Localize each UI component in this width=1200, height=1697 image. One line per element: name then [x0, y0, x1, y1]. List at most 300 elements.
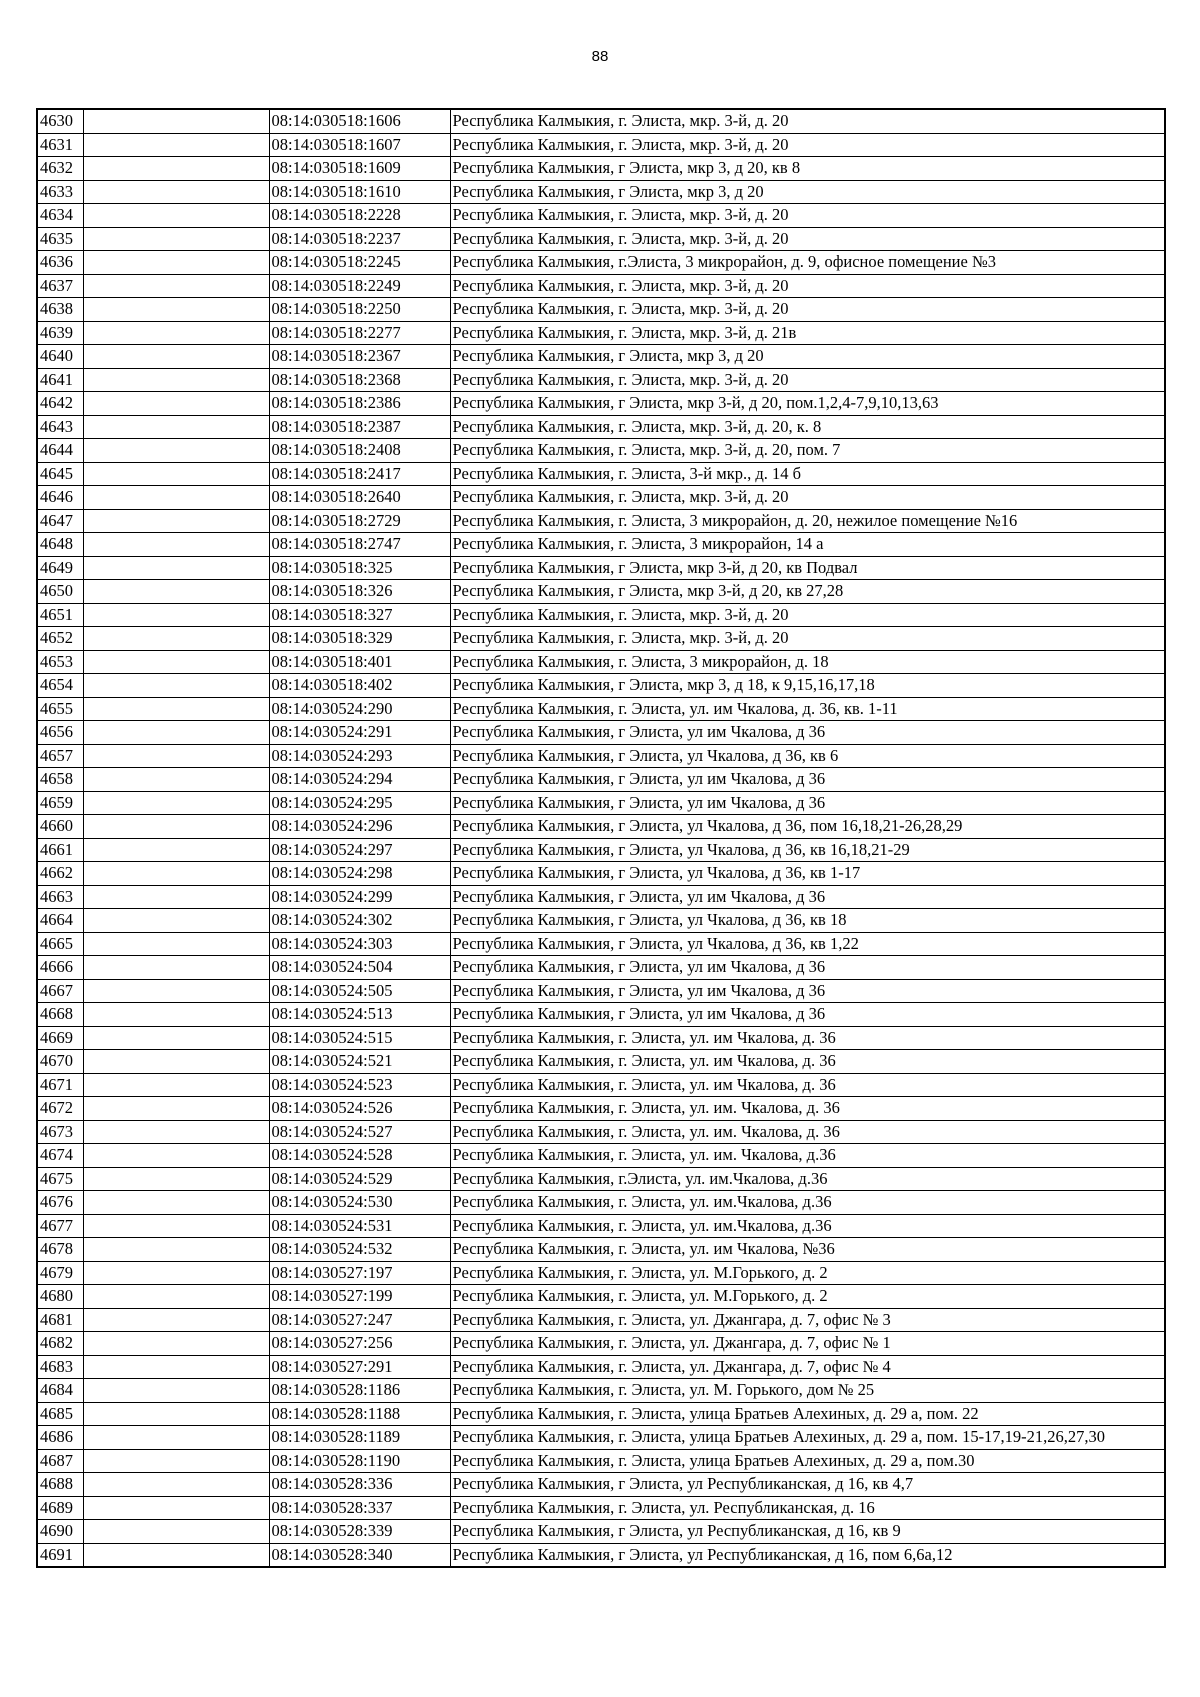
- empty-cell: [83, 533, 269, 557]
- cadastral-number-cell: 08:14:030518:2249: [269, 274, 450, 298]
- address-cell: Республика Калмыкия, г. Элиста, 3-й мкр., д. 14 б: [450, 462, 1165, 486]
- address-cell: Республика Калмыкия, г. Элиста, ул. им Чкалова, д. 36: [450, 1050, 1165, 1074]
- cadastral-number-cell: 08:14:030518:401: [269, 650, 450, 674]
- cadastral-number-cell: 08:14:030527:199: [269, 1285, 450, 1309]
- cadastral-number-cell: 08:14:030524:291: [269, 721, 450, 745]
- cadastral-number-cell: 08:14:030518:326: [269, 580, 450, 604]
- empty-cell: [83, 768, 269, 792]
- address-cell: Республика Калмыкия, г. Элиста, мкр. 3-й, д. 20: [450, 627, 1165, 651]
- row-number-cell: 4690: [37, 1520, 83, 1544]
- table-row: [37, 697, 1165, 721]
- empty-cell: [83, 815, 269, 839]
- row-number-cell: 4687: [37, 1449, 83, 1473]
- table-row: [37, 580, 1165, 604]
- table-row: [37, 392, 1165, 416]
- empty-cell: [83, 627, 269, 651]
- address-cell: Республика Калмыкия, г. Элиста, мкр. 3-й, д. 20: [450, 274, 1165, 298]
- address-cell: Республика Калмыкия, г Элиста, мкр 3-й, д 20, пом.1,2,4-7,9,10,13,63: [450, 392, 1165, 416]
- empty-cell: [83, 1285, 269, 1309]
- empty-cell: [83, 1214, 269, 1238]
- address-cell: Республика Калмыкия, г. Элиста, мкр. 3-й, д. 20: [450, 133, 1165, 157]
- empty-cell: [83, 1496, 269, 1520]
- empty-cell: [83, 885, 269, 909]
- address-cell: Республика Калмыкия, г Элиста, мкр 3, д 20: [450, 180, 1165, 204]
- row-number-cell: 4631: [37, 133, 83, 157]
- row-number-cell: 4632: [37, 157, 83, 181]
- cadastral-number-cell: 08:14:030524:302: [269, 909, 450, 933]
- cadastral-number-cell: 08:14:030518:1607: [269, 133, 450, 157]
- address-cell: Республика Калмыкия, г Элиста, ул им Чкалова, д 36: [450, 885, 1165, 909]
- empty-cell: [83, 1520, 269, 1544]
- table-row: [37, 109, 1165, 133]
- row-number-cell: 4680: [37, 1285, 83, 1309]
- address-cell: Республика Калмыкия, г. Элиста, ул. М.Горького, д. 2: [450, 1285, 1165, 1309]
- address-cell: Республика Калмыкия, г Элиста, ул Чкалова, д 36, кв 6: [450, 744, 1165, 768]
- row-number-cell: 4654: [37, 674, 83, 698]
- cadastral-number-cell: 08:14:030518:2245: [269, 251, 450, 275]
- address-cell: Республика Калмыкия, г. Элиста, мкр. 3-й, д. 20: [450, 486, 1165, 510]
- row-number-cell: 4642: [37, 392, 83, 416]
- table-row: [37, 415, 1165, 439]
- table-row: [37, 1426, 1165, 1450]
- address-cell: Республика Калмыкия, г. Элиста, улица Братьев Алехиных, д. 29 а, пом.30: [450, 1449, 1165, 1473]
- row-number-cell: 4662: [37, 862, 83, 886]
- table-row: [37, 1191, 1165, 1215]
- address-cell: Республика Калмыкия, г. Элиста, ул. им Чкалова, №36: [450, 1238, 1165, 1262]
- row-number-cell: 4683: [37, 1355, 83, 1379]
- address-cell: Республика Калмыкия, г. Элиста, ул. им.Чкалова, д.36: [450, 1191, 1165, 1215]
- cadastral-number-cell: 08:14:030518:327: [269, 603, 450, 627]
- table-row: [37, 1120, 1165, 1144]
- cadastral-number-cell: 08:14:030524:513: [269, 1003, 450, 1027]
- row-number-cell: 4633: [37, 180, 83, 204]
- table-row: [37, 1214, 1165, 1238]
- address-cell: Республика Калмыкия, г. Элиста, мкр. 3-й, д. 20: [450, 109, 1165, 133]
- cadastral-number-cell: 08:14:030524:527: [269, 1120, 450, 1144]
- address-cell: Республика Калмыкия, г. Элиста, мкр. 3-й, д. 20: [450, 368, 1165, 392]
- row-number-cell: 4664: [37, 909, 83, 933]
- row-number-cell: 4644: [37, 439, 83, 463]
- table-row: [37, 1144, 1165, 1168]
- cadastral-number-cell: 08:14:030524:297: [269, 838, 450, 862]
- registry-table-body: [37, 109, 1165, 1567]
- empty-cell: [83, 462, 269, 486]
- table-row: [37, 1543, 1165, 1567]
- table-row: [37, 368, 1165, 392]
- table-row: [37, 1026, 1165, 1050]
- row-number-cell: 4666: [37, 956, 83, 980]
- table-row: [37, 274, 1165, 298]
- table-row: [37, 721, 1165, 745]
- row-number-cell: 4646: [37, 486, 83, 510]
- table-row: [37, 251, 1165, 275]
- empty-cell: [83, 1426, 269, 1450]
- empty-cell: [83, 791, 269, 815]
- cadastral-number-cell: 08:14:030528:336: [269, 1473, 450, 1497]
- address-cell: Республика Калмыкия, г Элиста, ул Чкалова, д 36, пом 16,18,21-26,28,29: [450, 815, 1165, 839]
- table-row: [37, 1003, 1165, 1027]
- cadastral-number-cell: 08:14:030518:2228: [269, 204, 450, 228]
- empty-cell: [83, 415, 269, 439]
- cadastral-number-cell: 08:14:030518:1609: [269, 157, 450, 181]
- empty-cell: [83, 979, 269, 1003]
- table-row: [37, 674, 1165, 698]
- empty-cell: [83, 744, 269, 768]
- table-row: [37, 1473, 1165, 1497]
- address-cell: Республика Калмыкия, г.Элиста, ул. им.Чкалова, д.36: [450, 1167, 1165, 1191]
- row-number-cell: 4647: [37, 509, 83, 533]
- table-row: [37, 133, 1165, 157]
- cadastral-number-cell: 08:14:030518:329: [269, 627, 450, 651]
- cadastral-number-cell: 08:14:030524:523: [269, 1073, 450, 1097]
- cadastral-number-cell: 08:14:030527:197: [269, 1261, 450, 1285]
- table-row: [37, 838, 1165, 862]
- empty-cell: [83, 1379, 269, 1403]
- row-number-cell: 4665: [37, 932, 83, 956]
- row-number-cell: 4630: [37, 109, 83, 133]
- cadastral-number-cell: 08:14:030527:256: [269, 1332, 450, 1356]
- address-cell: Республика Калмыкия, г. Элиста, ул. М. Горького, дом № 25: [450, 1379, 1165, 1403]
- empty-cell: [83, 862, 269, 886]
- table-row: [37, 815, 1165, 839]
- table-row: [37, 204, 1165, 228]
- address-cell: Республика Калмыкия, г Элиста, ул им Чкалова, д 36: [450, 721, 1165, 745]
- address-cell: Республика Калмыкия, г Элиста, ул Республиканская, д 16, пом 6,6а,12: [450, 1543, 1165, 1567]
- address-cell: Республика Калмыкия, г Элиста, мкр 3-й, д 20, кв Подвал: [450, 556, 1165, 580]
- address-cell: Республика Калмыкия, г. Элиста, 3 микрорайон, 14 а: [450, 533, 1165, 557]
- table-row: [37, 932, 1165, 956]
- address-cell: Республика Калмыкия, г Элиста, ул Чкалова, д 36, кв 1-17: [450, 862, 1165, 886]
- table-row: [37, 227, 1165, 251]
- table-row: [37, 462, 1165, 486]
- empty-cell: [83, 1144, 269, 1168]
- table-row: [37, 909, 1165, 933]
- cadastral-number-cell: 08:14:030524:530: [269, 1191, 450, 1215]
- table-row: [37, 603, 1165, 627]
- row-number-cell: 4677: [37, 1214, 83, 1238]
- address-cell: Республика Калмыкия, г. Элиста, 3 микрорайон, д. 20, нежилое помещение №16: [450, 509, 1165, 533]
- table-row: [37, 1520, 1165, 1544]
- row-number-cell: 4634: [37, 204, 83, 228]
- empty-cell: [83, 509, 269, 533]
- address-cell: Республика Калмыкия, г. Элиста, мкр. 3-й, д. 20: [450, 603, 1165, 627]
- cadastral-number-cell: 08:14:030524:294: [269, 768, 450, 792]
- empty-cell: [83, 1167, 269, 1191]
- cadastral-number-cell: 08:14:030518:2386: [269, 392, 450, 416]
- address-cell: Республика Калмыкия, г. Элиста, улица Братьев Алехиных, д. 29 а, пом. 15-17,19-21,26,27,30: [450, 1426, 1165, 1450]
- table-row: [37, 885, 1165, 909]
- row-number-cell: 4672: [37, 1097, 83, 1121]
- row-number-cell: 4684: [37, 1379, 83, 1403]
- table-row: [37, 345, 1165, 369]
- address-cell: Республика Калмыкия, г Элиста, ул Республиканская, д 16, кв 4,7: [450, 1473, 1165, 1497]
- cadastral-number-cell: 08:14:030518:2747: [269, 533, 450, 557]
- address-cell: Республика Калмыкия, г Элиста, мкр 3, д 20: [450, 345, 1165, 369]
- empty-cell: [83, 1473, 269, 1497]
- empty-cell: [83, 956, 269, 980]
- row-number-cell: 4649: [37, 556, 83, 580]
- row-number-cell: 4686: [37, 1426, 83, 1450]
- table-row: [37, 1332, 1165, 1356]
- cadastral-number-cell: 08:14:030518:2250: [269, 298, 450, 322]
- empty-cell: [83, 1449, 269, 1473]
- cadastral-number-cell: 08:14:030524:293: [269, 744, 450, 768]
- cadastral-number-cell: 08:14:030524:303: [269, 932, 450, 956]
- table-row: [37, 1449, 1165, 1473]
- empty-cell: [83, 486, 269, 510]
- address-cell: Республика Калмыкия, г. Элиста, мкр. 3-й, д. 20: [450, 204, 1165, 228]
- empty-cell: [83, 650, 269, 674]
- address-cell: Республика Калмыкия, г Элиста, ул Республиканская, д 16, кв 9: [450, 1520, 1165, 1544]
- empty-cell: [83, 603, 269, 627]
- empty-cell: [83, 1120, 269, 1144]
- cadastral-number-cell: 08:14:030528:1190: [269, 1449, 450, 1473]
- address-cell: Республика Калмыкия, г. Элиста, ул. им. Чкалова, д. 36: [450, 1097, 1165, 1121]
- empty-cell: [83, 1003, 269, 1027]
- row-number-cell: 4653: [37, 650, 83, 674]
- empty-cell: [83, 157, 269, 181]
- address-cell: Республика Калмыкия, г. Элиста, ул. им. Чкалова, д.36: [450, 1144, 1165, 1168]
- address-cell: Республика Калмыкия, г. Элиста, мкр. 3-й, д. 20, пом. 7: [450, 439, 1165, 463]
- cadastral-number-cell: 08:14:030528:340: [269, 1543, 450, 1567]
- row-number-cell: 4643: [37, 415, 83, 439]
- cadastral-number-cell: 08:14:030518:2368: [269, 368, 450, 392]
- address-cell: Республика Калмыкия, г. Элиста, ул. Джангара, д. 7, офис № 3: [450, 1308, 1165, 1332]
- empty-cell: [83, 345, 269, 369]
- table-row: [37, 650, 1165, 674]
- row-number-cell: 4681: [37, 1308, 83, 1332]
- empty-cell: [83, 1026, 269, 1050]
- table-row: [37, 556, 1165, 580]
- row-number-cell: 4671: [37, 1073, 83, 1097]
- cadastral-number-cell: 08:14:030518:2277: [269, 321, 450, 345]
- cadastral-number-cell: 08:14:030528:1189: [269, 1426, 450, 1450]
- cadastral-number-cell: 08:14:030518:402: [269, 674, 450, 698]
- cadastral-number-cell: 08:14:030524:295: [269, 791, 450, 815]
- row-number-cell: 4645: [37, 462, 83, 486]
- row-number-cell: 4689: [37, 1496, 83, 1520]
- address-cell: Республика Калмыкия, г. Элиста, ул. им Чкалова, д. 36: [450, 1073, 1165, 1097]
- empty-cell: [83, 392, 269, 416]
- table-row: [37, 1402, 1165, 1426]
- address-cell: Республика Калмыкия, г Элиста, ул им Чкалова, д 36: [450, 979, 1165, 1003]
- address-cell: Республика Калмыкия, г. Элиста, мкр. 3-й, д. 20, к. 8: [450, 415, 1165, 439]
- cadastral-number-cell: 08:14:030524:505: [269, 979, 450, 1003]
- row-number-cell: 4635: [37, 227, 83, 251]
- table-row: [37, 744, 1165, 768]
- empty-cell: [83, 298, 269, 322]
- empty-cell: [83, 227, 269, 251]
- cadastral-number-cell: 08:14:030518:1610: [269, 180, 450, 204]
- cadastral-number-cell: 08:14:030524:515: [269, 1026, 450, 1050]
- address-cell: Республика Калмыкия, г. Элиста, ул. им.Чкалова, д.36: [450, 1214, 1165, 1238]
- address-cell: Республика Калмыкия, г. Элиста, улица Братьев Алехиных, д. 29 а, пом. 22: [450, 1402, 1165, 1426]
- address-cell: Республика Калмыкия, г. Элиста, 3 микрорайон, д. 18: [450, 650, 1165, 674]
- empty-cell: [83, 1261, 269, 1285]
- row-number-cell: 4688: [37, 1473, 83, 1497]
- row-number-cell: 4670: [37, 1050, 83, 1074]
- registry-table: [36, 108, 1166, 1568]
- row-number-cell: 4658: [37, 768, 83, 792]
- cadastral-number-cell: 08:14:030524:528: [269, 1144, 450, 1168]
- table-row: [37, 486, 1165, 510]
- table-row: [37, 439, 1165, 463]
- empty-cell: [83, 1543, 269, 1567]
- cadastral-number-cell: 08:14:030528:1188: [269, 1402, 450, 1426]
- address-cell: Республика Калмыкия, г. Элиста, ул. Джангара, д. 7, офис № 4: [450, 1355, 1165, 1379]
- table-row: [37, 1496, 1165, 1520]
- cadastral-number-cell: 08:14:030524:529: [269, 1167, 450, 1191]
- row-number-cell: 4660: [37, 815, 83, 839]
- table-row: [37, 979, 1165, 1003]
- row-number-cell: 4641: [37, 368, 83, 392]
- address-cell: Республика Калмыкия, г Элиста, ул им Чкалова, д 36: [450, 791, 1165, 815]
- row-number-cell: 4655: [37, 697, 83, 721]
- address-cell: Республика Калмыкия, г. Элиста, ул. им Чкалова, д. 36, кв. 1-11: [450, 697, 1165, 721]
- table-row: [37, 1308, 1165, 1332]
- cadastral-number-cell: 08:14:030524:504: [269, 956, 450, 980]
- address-cell: Республика Калмыкия, г Элиста, мкр 3-й, д 20, кв 27,28: [450, 580, 1165, 604]
- empty-cell: [83, 1191, 269, 1215]
- cadastral-number-cell: 08:14:030518:2237: [269, 227, 450, 251]
- table-row: [37, 1097, 1165, 1121]
- table-row: [37, 1073, 1165, 1097]
- table-row: [37, 768, 1165, 792]
- cadastral-number-cell: 08:14:030524:298: [269, 862, 450, 886]
- row-number-cell: 4651: [37, 603, 83, 627]
- address-cell: Республика Калмыкия, г Элиста, ул им Чкалова, д 36: [450, 768, 1165, 792]
- address-cell: Республика Калмыкия, г. Элиста, ул. им Чкалова, д. 36: [450, 1026, 1165, 1050]
- address-cell: Республика Калмыкия, г Элиста, ул им Чкалова, д 36: [450, 1003, 1165, 1027]
- empty-cell: [83, 180, 269, 204]
- row-number-cell: 4637: [37, 274, 83, 298]
- address-cell: Республика Калмыкия, г. Элиста, ул. Джангара, д. 7, офис № 1: [450, 1332, 1165, 1356]
- address-cell: Республика Калмыкия, г. Элиста, ул. им. Чкалова, д. 36: [450, 1120, 1165, 1144]
- row-number-cell: 4669: [37, 1026, 83, 1050]
- cadastral-number-cell: 08:14:030518:2367: [269, 345, 450, 369]
- table-row: [37, 157, 1165, 181]
- table-row: [37, 1238, 1165, 1262]
- row-number-cell: 4678: [37, 1238, 83, 1262]
- address-cell: Республика Калмыкия, г. Элиста, ул. М.Горького, д. 2: [450, 1261, 1165, 1285]
- address-cell: Республика Калмыкия, г Элиста, ул Чкалова, д 36, кв 18: [450, 909, 1165, 933]
- table-row: [37, 1261, 1165, 1285]
- cadastral-number-cell: 08:14:030527:247: [269, 1308, 450, 1332]
- address-cell: Республика Калмыкия, г. Элиста, мкр. 3-й, д. 20: [450, 298, 1165, 322]
- address-cell: Республика Калмыкия, г Элиста, мкр 3, д 18, к 9,15,16,17,18: [450, 674, 1165, 698]
- table-row: [37, 1355, 1165, 1379]
- address-cell: Республика Калмыкия, г Элиста, мкр 3, д 20, кв 8: [450, 157, 1165, 181]
- row-number-cell: 4673: [37, 1120, 83, 1144]
- empty-cell: [83, 133, 269, 157]
- row-number-cell: 4661: [37, 838, 83, 862]
- empty-cell: [83, 1355, 269, 1379]
- row-number-cell: 4659: [37, 791, 83, 815]
- empty-cell: [83, 1402, 269, 1426]
- empty-cell: [83, 1050, 269, 1074]
- address-cell: Республика Калмыкия, г. Элиста, мкр. 3-й, д. 21в: [450, 321, 1165, 345]
- row-number-cell: 4679: [37, 1261, 83, 1285]
- table-row: [37, 956, 1165, 980]
- table-row: [37, 1379, 1165, 1403]
- row-number-cell: 4648: [37, 533, 83, 557]
- cadastral-number-cell: 08:14:030518:325: [269, 556, 450, 580]
- table-row: [37, 180, 1165, 204]
- row-number-cell: 4676: [37, 1191, 83, 1215]
- row-number-cell: 4657: [37, 744, 83, 768]
- empty-cell: [83, 1332, 269, 1356]
- empty-cell: [83, 556, 269, 580]
- empty-cell: [83, 204, 269, 228]
- table-row: [37, 1050, 1165, 1074]
- empty-cell: [83, 321, 269, 345]
- cadastral-number-cell: 08:14:030524:290: [269, 697, 450, 721]
- empty-cell: [83, 251, 269, 275]
- table-row: [37, 1167, 1165, 1191]
- row-number-cell: 4639: [37, 321, 83, 345]
- row-number-cell: 4638: [37, 298, 83, 322]
- table-row: [37, 321, 1165, 345]
- table-row: [37, 627, 1165, 651]
- cadastral-number-cell: 08:14:030524:299: [269, 885, 450, 909]
- table-row: [37, 1285, 1165, 1309]
- row-number-cell: 4636: [37, 251, 83, 275]
- row-number-cell: 4652: [37, 627, 83, 651]
- cadastral-number-cell: 08:14:030528:337: [269, 1496, 450, 1520]
- cadastral-number-cell: 08:14:030528:339: [269, 1520, 450, 1544]
- empty-cell: [83, 439, 269, 463]
- empty-cell: [83, 1308, 269, 1332]
- row-number-cell: 4674: [37, 1144, 83, 1168]
- address-cell: Республика Калмыкия, г. Элиста, ул. Республиканская, д. 16: [450, 1496, 1165, 1520]
- cadastral-number-cell: 08:14:030528:1186: [269, 1379, 450, 1403]
- address-cell: Республика Калмыкия, г Элиста, ул им Чкалова, д 36: [450, 956, 1165, 980]
- cadastral-number-cell: 08:14:030518:2729: [269, 509, 450, 533]
- address-cell: Республика Калмыкия, г. Элиста, мкр. 3-й, д. 20: [450, 227, 1165, 251]
- table-row: [37, 862, 1165, 886]
- empty-cell: [83, 109, 269, 133]
- row-number-cell: 4663: [37, 885, 83, 909]
- cadastral-number-cell: 08:14:030524:531: [269, 1214, 450, 1238]
- cadastral-number-cell: 08:14:030518:2387: [269, 415, 450, 439]
- empty-cell: [83, 368, 269, 392]
- empty-cell: [83, 274, 269, 298]
- empty-cell: [83, 674, 269, 698]
- address-cell: Республика Калмыкия, г Элиста, ул Чкалова, д 36, кв 1,22: [450, 932, 1165, 956]
- empty-cell: [83, 1073, 269, 1097]
- empty-cell: [83, 721, 269, 745]
- table-row: [37, 533, 1165, 557]
- address-cell: Республика Калмыкия, г Элиста, ул Чкалова, д 36, кв 16,18,21-29: [450, 838, 1165, 862]
- table-row: [37, 509, 1165, 533]
- empty-cell: [83, 1238, 269, 1262]
- row-number-cell: 4656: [37, 721, 83, 745]
- row-number-cell: 4691: [37, 1543, 83, 1567]
- cadastral-number-cell: 08:14:030524:532: [269, 1238, 450, 1262]
- empty-cell: [83, 1097, 269, 1121]
- cadastral-number-cell: 08:14:030518:2417: [269, 462, 450, 486]
- row-number-cell: 4640: [37, 345, 83, 369]
- cadastral-number-cell: 08:14:030524:526: [269, 1097, 450, 1121]
- row-number-cell: 4682: [37, 1332, 83, 1356]
- cadastral-number-cell: 08:14:030518:2408: [269, 439, 450, 463]
- table-row: [37, 791, 1165, 815]
- cadastral-number-cell: 08:14:030524:521: [269, 1050, 450, 1074]
- cadastral-number-cell: 08:14:030524:296: [269, 815, 450, 839]
- row-number-cell: 4667: [37, 979, 83, 1003]
- cadastral-number-cell: 08:14:030527:291: [269, 1355, 450, 1379]
- empty-cell: [83, 838, 269, 862]
